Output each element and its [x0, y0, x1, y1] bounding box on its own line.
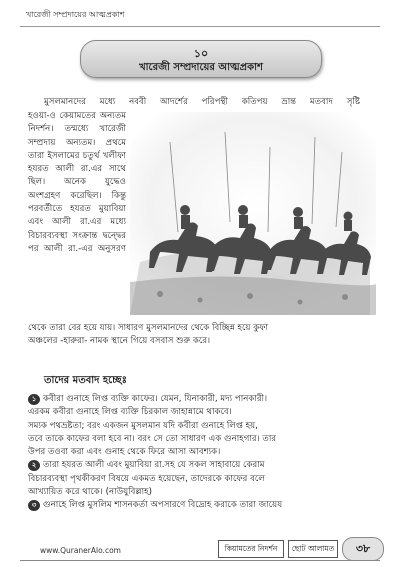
paragraph-line	[28, 190, 126, 203]
belief-text: এরকম কবীরা গুনাহে লিপ্ত ব্যক্তি চিরকাল জাহান্নামে থাকবে।	[28, 407, 232, 418]
word: রা.-এর	[68, 243, 93, 254]
word: পরিপন্থী	[201, 97, 228, 107]
word: অনেক	[64, 177, 87, 188]
word: সাথে	[108, 164, 126, 175]
paragraph-line	[28, 150, 126, 163]
word: প্রথমে	[105, 137, 126, 148]
paragraph-line	[28, 123, 126, 136]
chapter-number: ১০	[193, 47, 209, 60]
word: সৃষ্টি	[346, 97, 360, 107]
word: অনুসরণ	[97, 243, 126, 254]
footer-part-title: ছোট আলামত	[288, 540, 338, 558]
paragraph-line	[28, 203, 126, 216]
word: রা.এর	[80, 164, 103, 175]
belief-item	[28, 393, 372, 406]
page-number: ৩৮	[342, 537, 384, 561]
belief-text: আখ্যায়িত করে থাকে। (নাউযুবিল্লাহ)	[28, 487, 152, 498]
chapter-title: খারেজী সম্প্রদায়ের আত্মপ্রকাশ	[139, 62, 263, 73]
belief-item	[28, 499, 372, 512]
chapter-banner	[80, 40, 322, 78]
belief-text: কবীরা গুনাহে লিপ্ত ব্যক্তি কাফের। যেমন, যিনাকারী, মদ্য পানকারী।	[43, 394, 268, 404]
battle-illustration	[130, 112, 376, 315]
word: সংক্রান্ত	[72, 230, 98, 241]
paragraph-line	[28, 163, 126, 176]
paragraph-line	[44, 96, 360, 109]
beliefs-heading: তাদের মতবাদ হচ্ছেঃ	[44, 375, 127, 386]
belief-text: গুনাহে লিপ্ত মুসলিম শাসনকর্তা অপসারণে বিদ্রোহ করাকে তারা জায়েয	[43, 500, 283, 511]
word: দ্বন্দ্বের	[102, 230, 126, 241]
footer-website: www.QuranerAlo.com	[40, 546, 121, 555]
item-number-badge: ১	[28, 394, 40, 405]
word: আলী	[55, 164, 75, 175]
word: আলী	[52, 217, 72, 228]
word: বিচারব্যবস্থা	[28, 230, 68, 241]
word: খলীফা	[102, 150, 126, 161]
word: হযরত	[70, 204, 91, 215]
beliefs-list	[28, 393, 372, 513]
running-title: খারেজী সম্প্রদায়ের আত্মপ্রকাশ	[26, 10, 125, 19]
word: খারেজী	[99, 124, 126, 135]
word: হওয়া-ও	[28, 111, 56, 121]
belief-line	[28, 446, 372, 459]
word: অন্যতম	[99, 111, 126, 121]
belief-text: বিচারব্যবস্থা পৃথকীকরণ বিষয়ে একমত হয়েছেন, তাদেরকে কাফের বলে	[28, 473, 265, 484]
intro-after-figure	[28, 322, 372, 349]
word: কেয়ামতের	[59, 111, 96, 121]
footer-divider	[20, 560, 380, 561]
word: কিন্তু	[111, 190, 126, 201]
running-header	[20, 6, 380, 27]
word: মধ্যে	[110, 217, 126, 228]
belief-line	[28, 486, 372, 499]
paragraph-line	[28, 137, 126, 150]
paragraph-line: থেকে তারা বের হয়ে যায়। সাধারণ মুসলমানদের থেকে বিচ্ছিন্ন হয়ে কুফা	[28, 323, 269, 333]
paragraph-line	[28, 176, 126, 189]
item-number-badge: ৩	[28, 500, 40, 511]
word: করেছিল।	[70, 190, 102, 201]
word: তন্মধ্যে	[64, 124, 89, 135]
word: নববী	[129, 97, 147, 107]
item-number-badge: ২	[28, 460, 40, 471]
belief-text: তারা হযরত আলী এবং মুয়াবিয়া রা.সহ যে সকল সাহাবায়ে কেরাম	[43, 460, 265, 471]
paragraph-line	[28, 110, 126, 123]
paragraph-line	[28, 216, 126, 229]
belief-line	[28, 433, 372, 446]
word: সম্প্রদায়	[28, 137, 56, 148]
belief-text: উপর তওবা করা এবং গুনাহ থেকে ফিরে আসা আবশ্যক।	[28, 447, 221, 458]
paragraph-line	[28, 230, 126, 243]
word: অংশগ্রহণ	[28, 190, 61, 201]
word: ছিল।	[28, 177, 46, 188]
belief-line	[28, 420, 372, 433]
belief-line	[28, 473, 372, 486]
word: যুদ্ধেও	[104, 177, 126, 188]
word: হযরত	[28, 164, 49, 175]
word: ইসলামের	[47, 150, 80, 161]
belief-item	[28, 459, 372, 472]
word: কতিপয়	[241, 97, 268, 107]
belief-text: সম্যক পথভ্রষ্টতা; বরং একজন মুসলমান যদি কবীরা গুনাহে লিপ্ত হয়,	[28, 420, 258, 431]
belief-text: তবে তাকে কাফের বলা হবে না। বরং সে তো সাধারণ এক গুনাহগার। তার	[28, 433, 277, 444]
intro-first-line	[44, 96, 360, 109]
paragraph-line: অঞ্চলের -হারুরা- নামক স্থানে গিয়ে বসবাস শুরু করে।	[28, 336, 211, 347]
word: মুয়াবিয়া	[98, 204, 126, 215]
word: মতবাদ	[309, 97, 333, 107]
word: আদর্শের	[160, 97, 188, 107]
word: তারা	[28, 150, 45, 161]
paragraph-line	[28, 243, 126, 256]
word: চতুর্থ	[82, 150, 100, 161]
intro-wrapped-text	[28, 110, 126, 256]
word: মধ্যে	[99, 97, 116, 107]
horsemen-battle-sketch	[130, 112, 376, 315]
word: পর	[28, 243, 39, 254]
word: ভ্রান্ত	[281, 97, 297, 107]
word: রা.এর	[80, 217, 102, 228]
word: এবং	[28, 217, 44, 228]
word: মুসলমানদের	[44, 97, 86, 107]
footer-book-title: কিয়ামতের নিদর্শন	[218, 540, 284, 558]
word: পরবর্তীতে	[28, 204, 63, 215]
belief-line	[28, 406, 372, 419]
word: আলী	[43, 243, 63, 254]
word: অন্যতম।	[65, 137, 96, 148]
word: নিদর্শন।	[28, 124, 54, 135]
